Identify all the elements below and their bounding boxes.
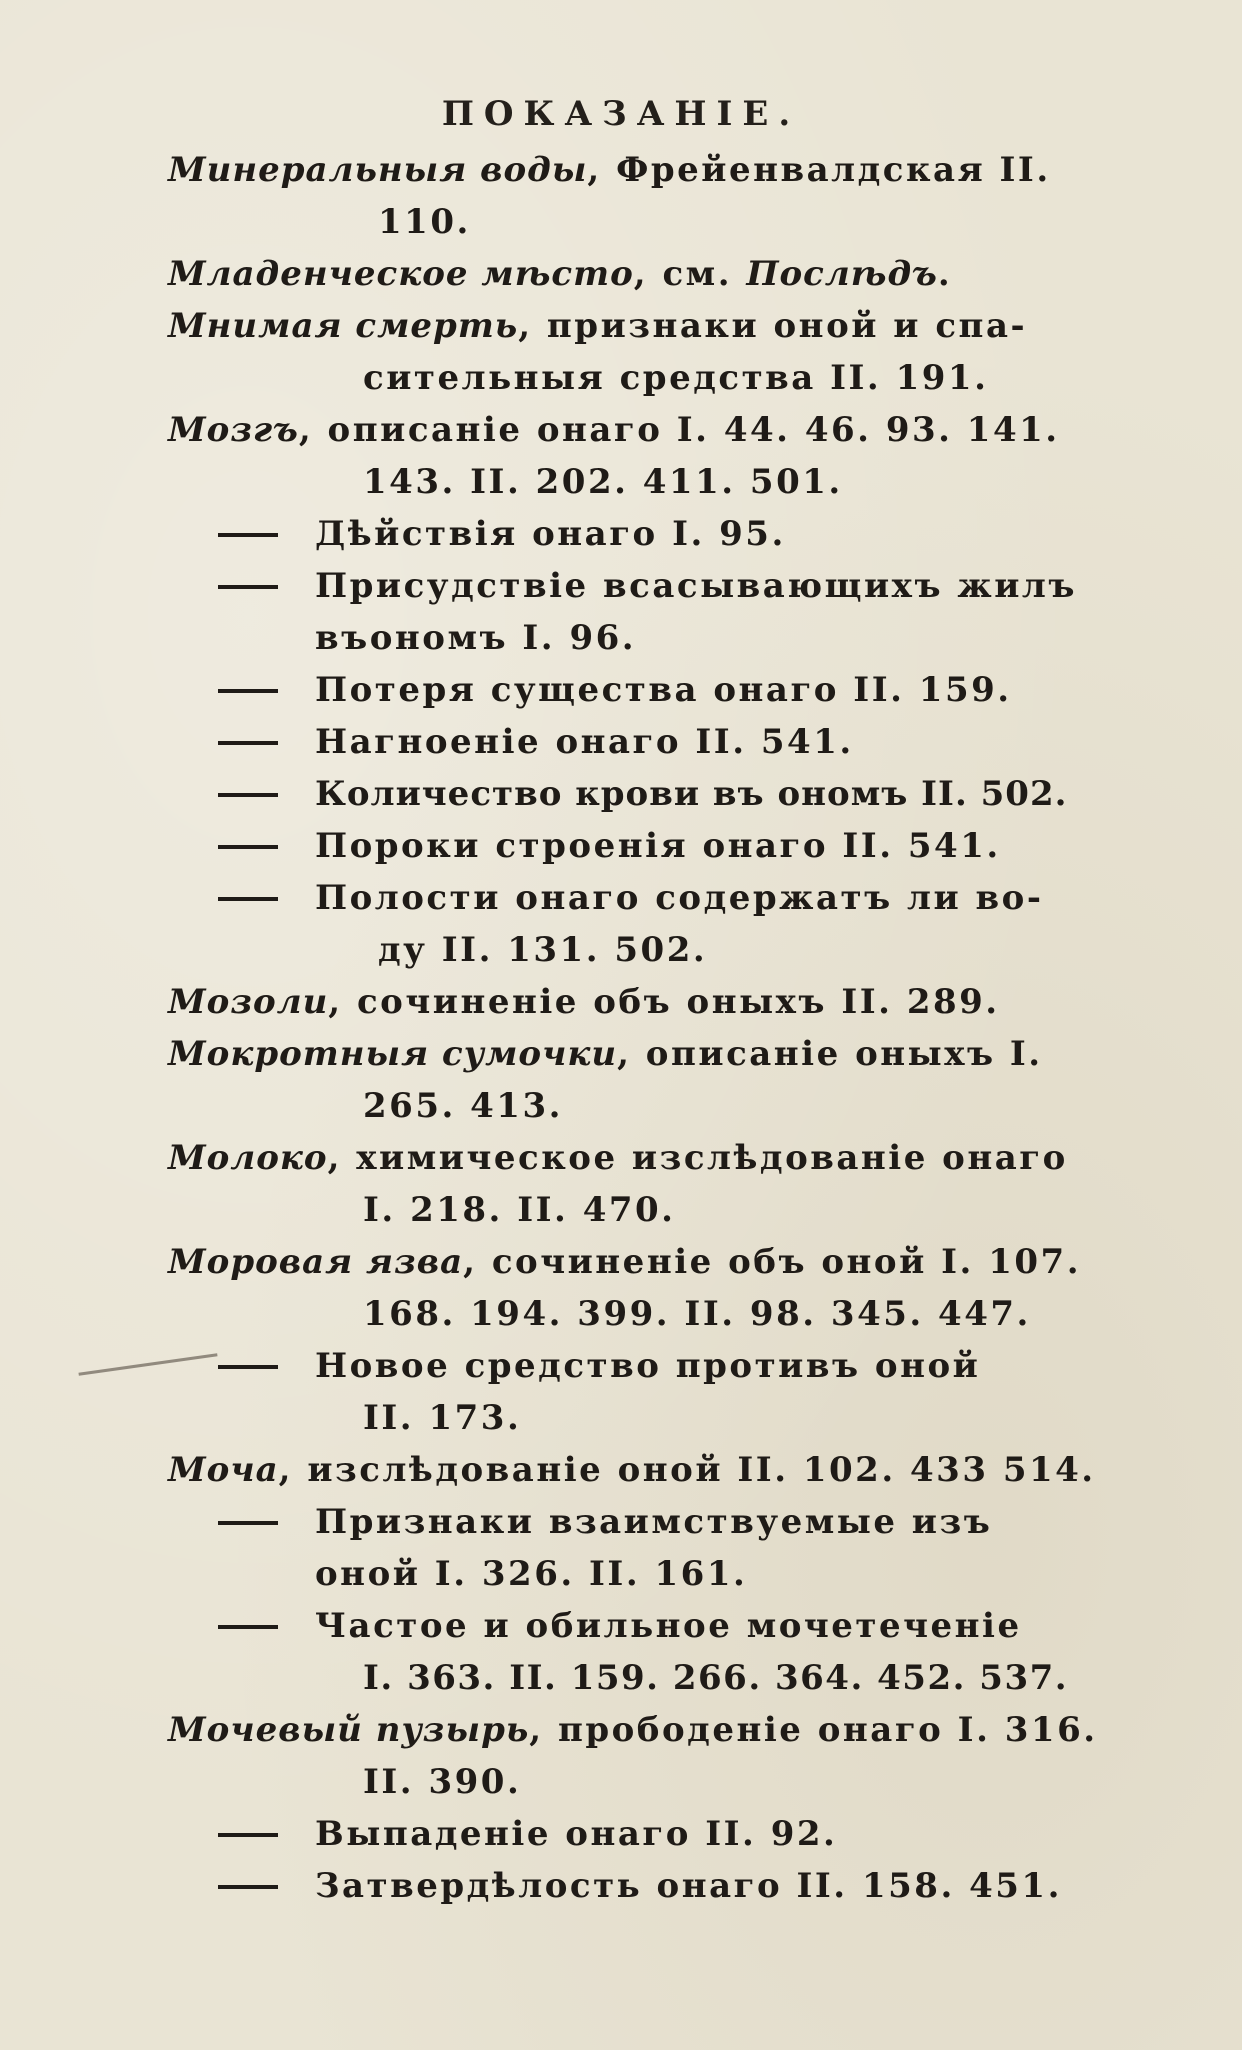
entry-term: Молоко [168, 1138, 328, 1178]
subentry-text: Новое средство противъ оной [315, 1346, 981, 1386]
entry-continuation: 110. [378, 202, 471, 242]
index-entry-line [168, 1705, 1098, 1755]
index-entry-line [168, 1237, 1081, 1287]
entry-text: , сочиненіе объ оной I. 107. [463, 1242, 1082, 1282]
subentry-dash [218, 1521, 278, 1525]
subentry-dash [218, 1885, 278, 1889]
subentry-text: Количество крови въ ономъ II. 502. [315, 774, 1068, 814]
index-entry-line [168, 1029, 1043, 1079]
entry-text: , описаніе онаго I. 44. 46. 93. 141. [298, 410, 1060, 450]
entry-text: , химическое изслѣдованіе онаго [327, 1138, 1068, 1178]
subentry-dash [218, 1365, 278, 1369]
entry-term: Мочевый пузырь [168, 1710, 530, 1750]
subentry-text: Пороки строенія онаго II. 541. [315, 826, 1001, 866]
subentry-dash [218, 897, 278, 901]
entry-continuation: оной I. 326. II. 161. [315, 1554, 748, 1594]
subentry-text: Выпаденіе онаго II. 92. [315, 1814, 838, 1854]
entry-text: , сочиненіе объ оныхъ II. 289. [328, 982, 1000, 1022]
entry-text: , описаніе оныхъ I. [617, 1034, 1043, 1074]
entry-term: Мозоли [168, 982, 329, 1022]
index-entry-line [168, 977, 1000, 1027]
index-entry-line [168, 1445, 1096, 1495]
entry-term: Мокротныя сумочки [168, 1034, 618, 1074]
subentry-dash [218, 689, 278, 693]
entry-continuation: сительныя средства II. 191. [363, 358, 989, 398]
entry-term: Младенческое мѣсто [168, 254, 634, 294]
entry-continuation: 168. 194. 399. II. 98. 345. 447. [363, 1294, 1031, 1334]
subentry-dash [218, 533, 278, 537]
subentry-dash [218, 1833, 278, 1837]
subentry-text: Затвердѣлость онаго II. 158. 451. [315, 1866, 1062, 1906]
entry-continuation: 265. 413. [363, 1086, 563, 1126]
entry-continuation: II. 173. [363, 1398, 522, 1438]
entry-text: , признаки оной и спа- [518, 306, 1028, 346]
entry-term: Минеральныя воды [168, 150, 588, 190]
page-header: ПОКАЗАНІЕ. [441, 94, 801, 134]
subentry-dash [218, 741, 278, 745]
subentry-dash [218, 1625, 278, 1629]
subentry-text: Нагноеніе онаго II. 541. [315, 722, 854, 762]
subentry-text: Полости онаго содержатъ ли во- [315, 878, 1044, 918]
entry-text: , изслѣдованіе оной II. 102. 433 514. [278, 1450, 1096, 1490]
subentry-dash [218, 793, 278, 797]
index-entry-line [168, 301, 1027, 351]
entry-cross-reference: Послѣдъ [746, 254, 938, 294]
subentry-dash [218, 845, 278, 849]
entry-text: . [937, 254, 953, 294]
entry-continuation: въономъ I. 96. [315, 618, 637, 658]
entry-text: , прободеніе онаго I. 316. [529, 1710, 1098, 1750]
entry-text: , Фрейенвалдская II. [587, 150, 1051, 190]
entry-term: Мозгъ [168, 410, 299, 450]
entry-text: , см. [633, 254, 747, 294]
subentry-text: Признаки взаимствуемые изъ [315, 1502, 993, 1542]
subentry-dash [218, 585, 278, 589]
index-entry-line [168, 249, 952, 299]
entry-term: Мнимая смерть [168, 306, 519, 346]
subentry-text: Потеря существа онаго II. 159. [315, 670, 1012, 710]
subentry-text: Дѣйствія онаго I. 95. [315, 514, 786, 554]
index-entry-line [168, 405, 1060, 455]
subentry-text: Присудствіе всасывающихъ жилъ [315, 566, 1077, 606]
entry-continuation: 143. II. 202. 411. 501. [363, 462, 843, 502]
pencil-stroke-mark [78, 1353, 217, 1375]
entry-continuation: II. 390. [363, 1762, 522, 1802]
entry-continuation: ду II. 131. 502. [378, 930, 708, 970]
index-entry-line [168, 145, 1051, 195]
entry-term: Моровая язва [168, 1242, 464, 1282]
entry-continuation: I. 363. II. 159. 266. 364. 452. 537. [363, 1658, 1069, 1698]
entry-continuation: I. 218. II. 470. [363, 1190, 676, 1230]
entry-term: Моча [168, 1450, 279, 1490]
subentry-text: Частое и обильное мочетеченіе [315, 1606, 1022, 1646]
index-entry-line [168, 1133, 1068, 1183]
